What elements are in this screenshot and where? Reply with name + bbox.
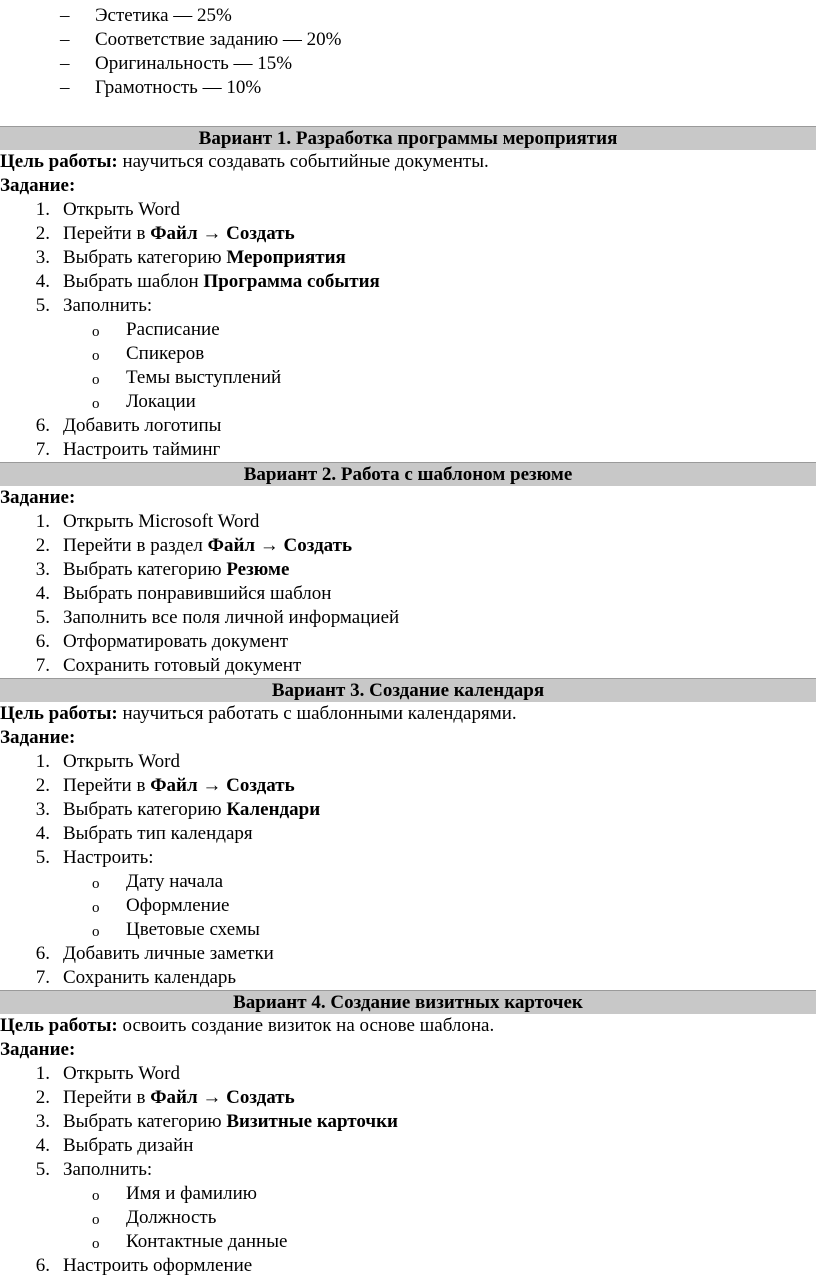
list-item: 2. Перейти в раздел Файл → Создать	[35, 535, 353, 556]
list-item: – Соответствие заданию — 20%	[60, 29, 342, 50]
task-label: Задание:	[0, 727, 76, 748]
list-item: 7. Настроить тайминг	[35, 439, 221, 460]
task-label: Задание:	[0, 487, 76, 508]
list-item: 3. Выбрать категорию Резюме	[35, 559, 290, 580]
list-item: 3. Выбрать категорию Мероприятия	[35, 247, 346, 268]
list-item: 7. Сохранить готовый документ	[35, 655, 302, 676]
list-item: 4. Выбрать шаблон Программа события	[35, 271, 380, 292]
sub-list-item: o Контактные данные	[92, 1231, 288, 1252]
variant-4-header: Вариант 4. Создание визитных карточек	[0, 990, 816, 1014]
goal-line: Цель работы: научиться работать с шаблонными календарями.	[0, 703, 517, 724]
task-label: Задание:	[0, 175, 76, 196]
list-item: 1. Открыть Word	[35, 751, 180, 772]
variant-1-header: Вариант 1. Разработка программы мероприятия	[0, 126, 816, 150]
list-item: 1. Открыть Microsoft Word	[35, 511, 260, 532]
list-item: 5. Настроить:	[35, 847, 154, 868]
sub-list-item: o Локации	[92, 391, 196, 412]
list-item: – Грамотность — 10%	[60, 77, 262, 98]
list-item: 4. Выбрать тип календаря	[35, 823, 253, 844]
list-item: 5. Заполнить все поля личной информацией	[35, 607, 400, 628]
list-item: 4. Выбрать понравившийся шаблон	[35, 583, 332, 604]
goal-line: Цель работы: освоить создание визиток на основе шаблона.	[0, 1015, 495, 1036]
list-item: 1. Открыть Word	[35, 199, 180, 220]
list-item: 5. Заполнить:	[35, 295, 153, 316]
list-item: 3. Выбрать категорию Календари	[35, 799, 321, 820]
variant-2-header: Вариант 2. Работа с шаблоном резюме	[0, 462, 816, 486]
goal-line: Цель работы: научиться создавать событийные документы.	[0, 151, 489, 172]
list-item: 3. Выбрать категорию Визитные карточки	[35, 1111, 399, 1132]
list-item: 4. Выбрать дизайн	[35, 1135, 194, 1156]
sub-list-item: o Расписание	[92, 319, 220, 340]
sub-list-item: o Имя и фамилию	[92, 1183, 257, 1204]
list-item: 6. Добавить логотипы	[35, 415, 222, 436]
sub-list-item: o Оформление	[92, 895, 230, 916]
list-item: 2. Перейти в Файл → Создать	[35, 1087, 295, 1108]
list-item: – Эстетика — 25%	[60, 5, 232, 26]
list-item: 6. Добавить личные заметки	[35, 943, 274, 964]
sub-list-item: o Темы выступлений	[92, 367, 282, 388]
sub-list-item: o Должность	[92, 1207, 217, 1228]
list-item: – Оригинальность — 15%	[60, 53, 293, 74]
list-item: 2. Перейти в Файл → Создать	[35, 775, 295, 796]
sub-list-item: o Спикеров	[92, 343, 205, 364]
list-item: 6. Отформатировать документ	[35, 631, 289, 652]
list-item: 2. Перейти в Файл → Создать	[35, 223, 295, 244]
list-item: 1. Открыть Word	[35, 1063, 180, 1084]
task-label: Задание:	[0, 1039, 76, 1060]
list-item: 5. Заполнить:	[35, 1159, 153, 1180]
sub-list-item: o Цветовые схемы	[92, 919, 260, 940]
list-item: 7. Сохранить календарь	[35, 967, 237, 988]
list-item: 6. Настроить оформление	[35, 1255, 253, 1276]
sub-list-item: o Дату начала	[92, 871, 224, 892]
variant-3-header: Вариант 3. Создание календаря	[0, 678, 816, 702]
